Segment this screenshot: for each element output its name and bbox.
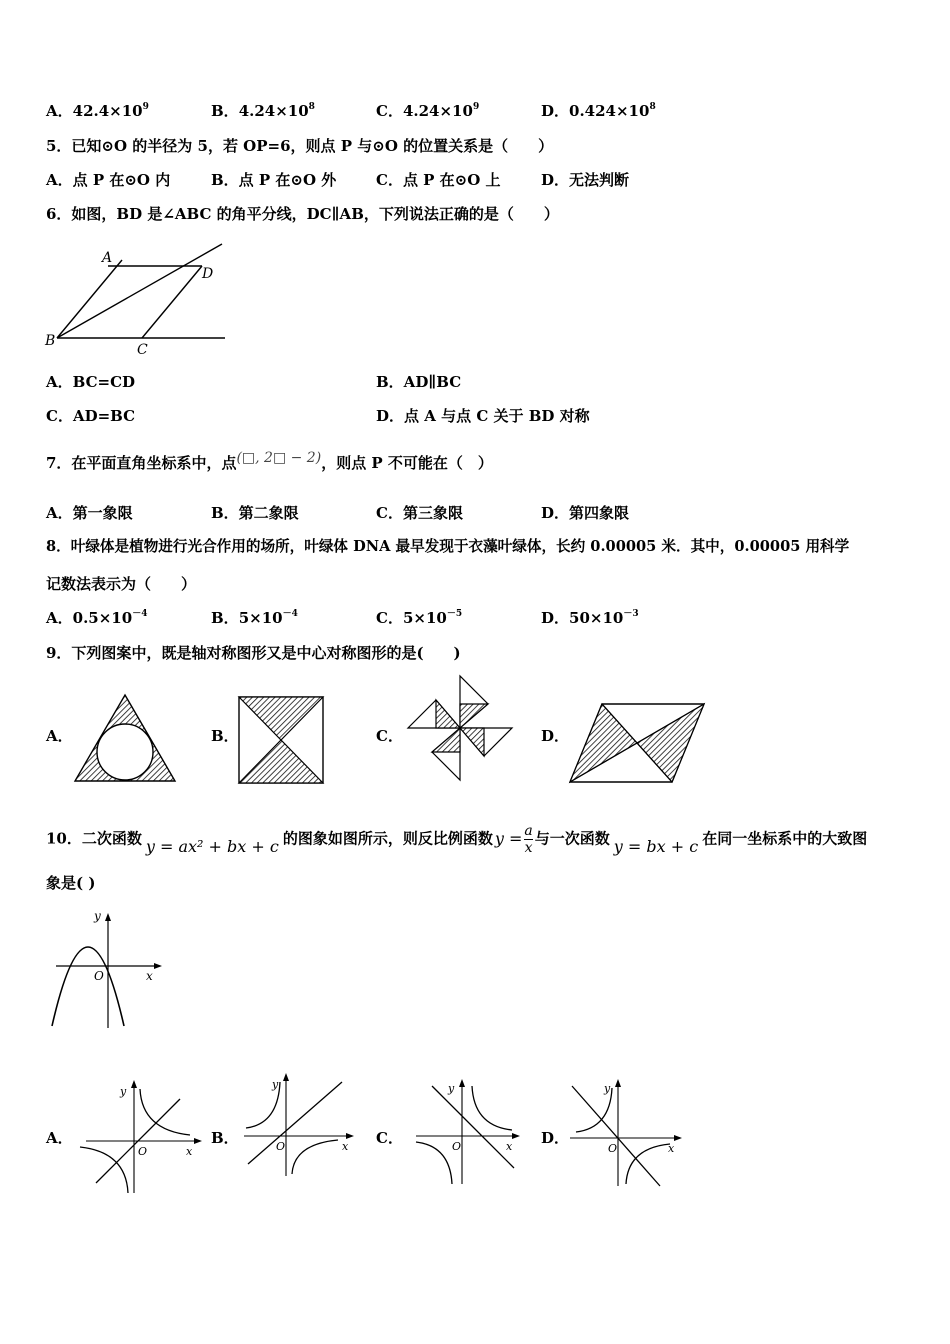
q10-letter-a: A． bbox=[46, 1129, 73, 1147]
q6-stem: 6．如图，BD 是∠ABC 的角平分线，DC∥AB，下列说法正确的是（ ） bbox=[46, 205, 559, 223]
axis-x-label: x bbox=[146, 969, 153, 983]
q5-option-b: B．点 P 在⊙O 外 bbox=[211, 171, 337, 189]
q6-option-c: C．AD=BC bbox=[46, 407, 136, 425]
q6-option-a: A．BC=CD bbox=[46, 373, 136, 391]
q10-graph-d bbox=[566, 1074, 688, 1190]
q5-option-c: C．点 P 在⊙O 上 bbox=[376, 171, 501, 189]
label-a: A bbox=[102, 250, 113, 266]
origin-label: O bbox=[452, 1140, 462, 1153]
axis-y-label: y bbox=[272, 1078, 279, 1091]
q9-letter-b: B． bbox=[211, 727, 239, 745]
q6-option-d: D．点 A 与点 C 关于 BD 对称 bbox=[376, 407, 590, 425]
q10-letter-c: C． bbox=[376, 1129, 403, 1147]
origin-label: O bbox=[138, 1145, 148, 1158]
q5-option-a: A．点 P 在⊙O 内 bbox=[46, 171, 171, 189]
axis-y-label: y bbox=[604, 1082, 611, 1095]
q10-graph-c bbox=[412, 1074, 524, 1186]
q9-figure-b-square-hourglass bbox=[237, 695, 325, 785]
q8-option-d: D．$50\times 10^{-3}$ bbox=[541, 609, 639, 627]
q7-option-c: C．第三象限 bbox=[376, 504, 463, 522]
q9-figure-c-pinwheel bbox=[402, 672, 520, 784]
q4-option-c: C．$4.24\times 10^9$ bbox=[376, 102, 480, 120]
label-c: C bbox=[137, 342, 148, 355]
q10-stem-line2: 象是( ) bbox=[46, 874, 96, 892]
axis-x-label: x bbox=[186, 1145, 193, 1158]
q6-option-b: B．AD∥BC bbox=[376, 373, 462, 391]
linear-expression: y = bx + c bbox=[613, 836, 699, 856]
axis-y-label: y bbox=[120, 1085, 127, 1098]
q8-option-c: C．$5\times 10^{-5}$ bbox=[376, 609, 463, 627]
axis-x-label: x bbox=[668, 1142, 675, 1155]
q10-letter-b: B． bbox=[211, 1129, 239, 1147]
q10-graph-b bbox=[238, 1068, 360, 1180]
q10-parabola-graph bbox=[46, 908, 166, 1033]
q6-parallelogram-figure bbox=[42, 240, 227, 355]
axis-y-label: y bbox=[94, 909, 101, 923]
q8-option-a: A．$0.5\times 10^{-4}$ bbox=[46, 609, 148, 627]
q9-letter-d: D． bbox=[541, 727, 570, 745]
q7-option-d: D．第四象限 bbox=[541, 504, 630, 522]
q9-figure-d-parallelogram bbox=[568, 700, 708, 786]
q8-option-b: B．$5\times 10^{-4}$ bbox=[211, 609, 298, 627]
origin-label: O bbox=[608, 1142, 618, 1155]
q7-option-b: B．第二象限 bbox=[211, 504, 299, 522]
quadratic-expression: y = ax² + bx + c bbox=[145, 836, 279, 856]
q4-option-b: B．$4.24\times 10^8$ bbox=[211, 102, 315, 120]
q10-stem-line1: 10．二次函数 y = ax² + bx + c 的图象如图所示，则反比例函数 y = $\frac{a}{x}$ 与一次函数 y = bx + c 在同一坐标系中的大致图 bbox=[46, 823, 868, 856]
q9-letter-c: C． bbox=[376, 727, 403, 745]
origin-label: O bbox=[94, 969, 104, 983]
q7-stem: 7．在平面直角坐标系中，点(□, 2□ − 2)，则点 P 不可能在（ ） bbox=[46, 450, 493, 472]
q7-option-a: A．第一象限 bbox=[46, 504, 133, 522]
q10-graph-a bbox=[76, 1075, 206, 1197]
axis-y-label: y bbox=[448, 1082, 455, 1095]
axis-x-label: x bbox=[342, 1140, 349, 1153]
q4-option-d: D．$0.424\times 10^8$ bbox=[541, 102, 656, 120]
q9-stem: 9．下列图案中，既是轴对称图形又是中心对称图形的是( ) bbox=[46, 644, 461, 662]
q5-option-d: D．无法判断 bbox=[541, 171, 630, 189]
point-p-expression: (□, 2□ − 2) bbox=[236, 450, 322, 466]
label-b: B bbox=[45, 333, 56, 349]
axis-x-label: x bbox=[506, 1140, 513, 1153]
q5-stem: 5．已知⊙O 的半径为 5，若 OP=6，则点 P 与⊙O 的位置关系是（ ） bbox=[46, 137, 554, 155]
q8-stem-line1: 8．叶绿体是植物进行光合作用的场所，叶绿体 DNA 最早发现于衣藻叶绿体，长约 0.00005 米．其中，0.00005 用科学 bbox=[46, 538, 850, 555]
q9-letter-a: A． bbox=[46, 727, 73, 745]
origin-label: O bbox=[276, 1140, 286, 1153]
q10-letter-d: D． bbox=[541, 1129, 570, 1147]
q4-option-a: A．$42.4\times 10^9$ bbox=[46, 102, 149, 120]
label-d: D bbox=[202, 266, 214, 282]
q8-stem-line2: 记数法表示为（ ） bbox=[46, 575, 197, 593]
q9-figure-a-triangle-circle bbox=[72, 692, 178, 784]
inverse-function-expression: y = $\frac{a}{x}$ bbox=[494, 823, 533, 856]
